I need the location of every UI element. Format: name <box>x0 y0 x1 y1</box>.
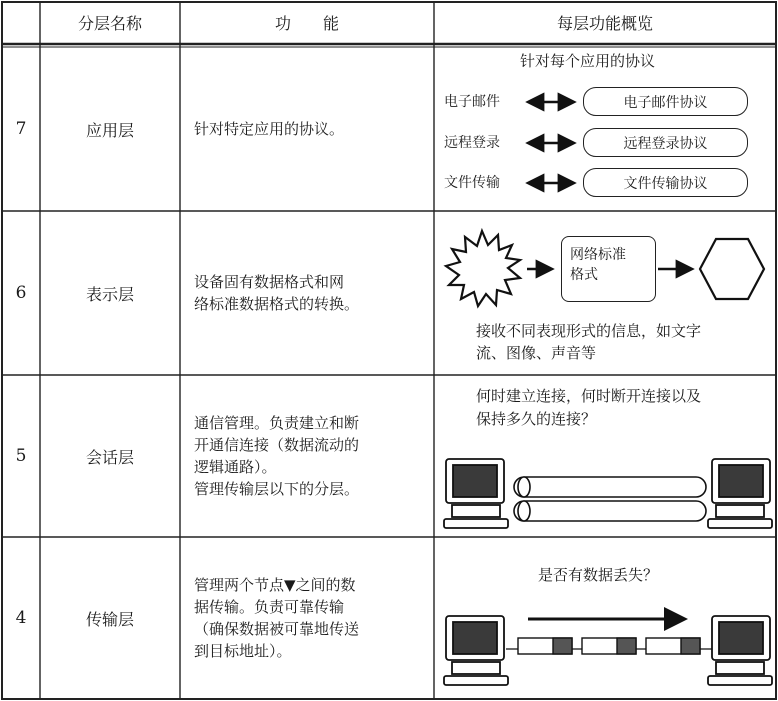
protocol-file-transfer: 文件传输协议 <box>583 168 748 197</box>
transport-caption: 是否有数据丢失？ <box>538 566 659 584</box>
layer-number: 4 <box>15 608 27 628</box>
function-line: 针对特定应用的协议。 <box>194 120 345 138</box>
function-line: 管理传输层以下的分层。 <box>194 480 360 498</box>
protocol-email: 电子邮件协议 <box>583 87 748 116</box>
function-line: 管理两个节点▼之间的数 <box>194 576 356 594</box>
packet-icon <box>582 638 636 654</box>
function-line: 逻辑通路）。 <box>194 458 277 476</box>
function-line: 开通信连接（数据流动的 <box>194 436 360 454</box>
packet-icon <box>518 638 572 654</box>
packet-icon <box>646 638 700 654</box>
layer-number: 7 <box>15 119 27 139</box>
function-line: 据传输。负责可靠传输 <box>194 598 345 616</box>
box-line: 网络标准 <box>570 247 626 263</box>
app-overview-title: 针对每个应用的协议 <box>520 52 656 70</box>
header-function: 功 能 <box>274 13 339 33</box>
layer-name: 应用层 <box>85 120 134 140</box>
presentation-caption-line: 流、图像、声音等 <box>476 344 597 362</box>
app-label-email: 电子邮件 <box>444 94 500 110</box>
app-label-remote-login: 远程登录 <box>444 135 500 151</box>
box-line: 格式 <box>570 267 598 283</box>
layer-name: 传输层 <box>85 609 134 629</box>
function-line: 通信管理。负责建立和断 <box>194 414 360 432</box>
protocol-remote-login: 远程登录协议 <box>583 128 748 157</box>
session-caption-line: 何时建立连接，何时断开连接以及 <box>476 387 702 405</box>
session-caption-line: 保持多久的连接？ <box>476 410 597 428</box>
layer-number: 6 <box>15 283 27 303</box>
layer-name: 会话层 <box>85 447 134 467</box>
function-line: 到目标地址）。 <box>194 642 292 660</box>
header-layer-name: 分层名称 <box>77 13 142 33</box>
computer-icon <box>708 616 772 685</box>
layer-name: 表示层 <box>85 284 134 304</box>
layer-number: 5 <box>15 446 27 466</box>
function-line: （确保数据被可靠地传送 <box>194 620 360 638</box>
app-label-file-transfer: 文件传输 <box>444 175 500 191</box>
header-overview: 每层功能概览 <box>556 13 653 33</box>
computer-icon <box>444 616 508 685</box>
presentation-caption-line: 接收不同表现形式的信息，如文字 <box>476 322 702 340</box>
function-line: 设备固有数据格式和网 <box>194 273 345 291</box>
function-line: 络标准数据格式的转换。 <box>194 295 360 313</box>
